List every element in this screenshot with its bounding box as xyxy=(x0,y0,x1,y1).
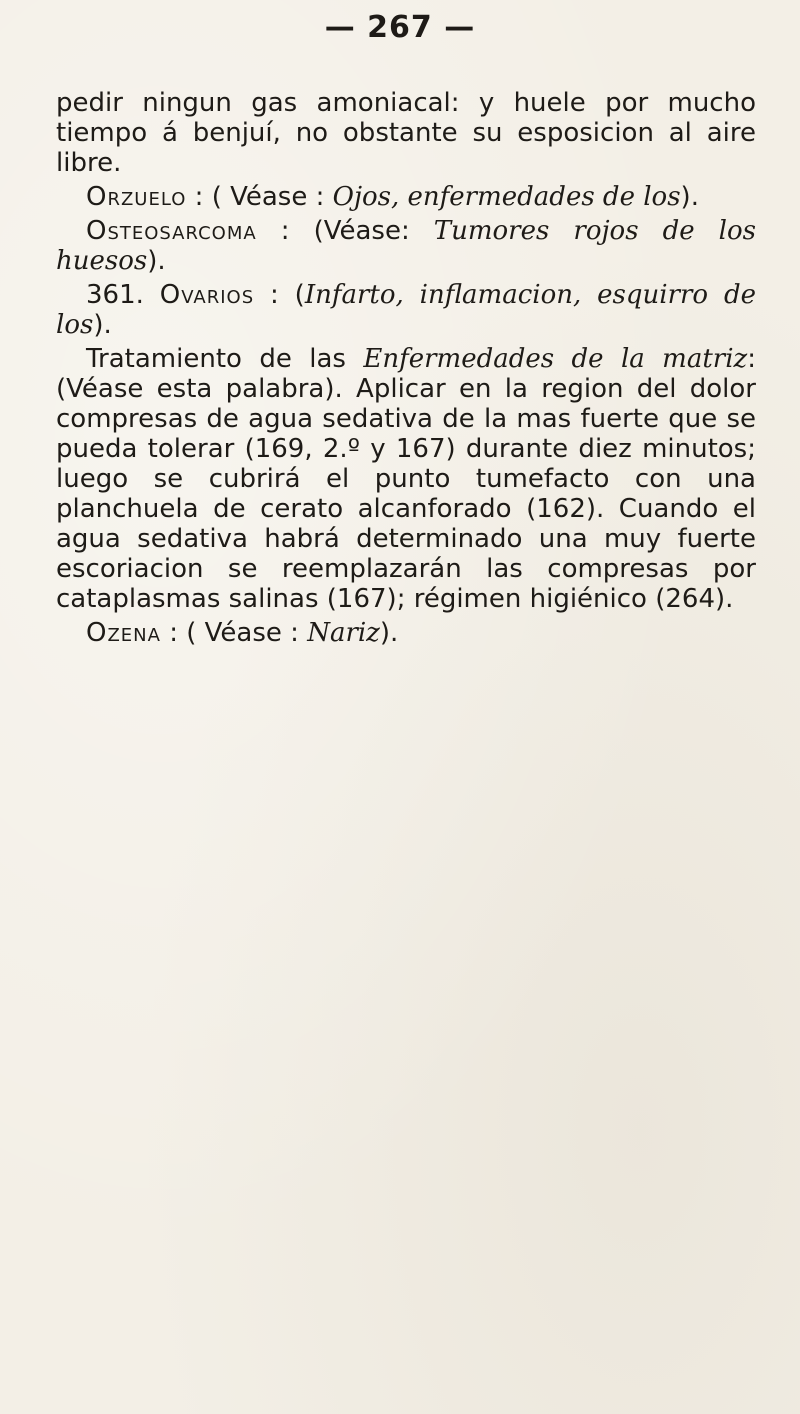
treatment-reference: Enfermedades de la matriz xyxy=(363,344,748,374)
entry-osteosarcoma xyxy=(56,216,756,276)
entry-prefix: : ( Véase : xyxy=(160,618,308,648)
entry-prefix: : (Véase: xyxy=(256,216,434,246)
entry-reference: Nariz xyxy=(307,618,380,648)
entry-suffix: ). xyxy=(147,246,166,276)
entry-term: Orzuelo xyxy=(86,182,187,212)
entry-suffix: ). xyxy=(680,182,699,212)
treatment-prefix: Tratamiento de las xyxy=(86,344,364,374)
entry-orzuelo xyxy=(56,182,756,212)
entry-reference: Ojos, enfermedades de los xyxy=(332,182,681,212)
entry-ozena xyxy=(56,618,756,648)
paragraph-continuation: pedir ningun gas amoniacal: y huele por mucho tiempo á benjuí, no obstante su esposicion al aire libre. xyxy=(56,88,756,178)
entry-suffix: ). xyxy=(379,618,399,648)
entry-prefix: : ( xyxy=(254,280,305,310)
treatment-paragraph xyxy=(56,344,756,614)
page-body xyxy=(56,88,756,648)
treatment-body: : (Véase esta palabra). Aplicar en la region del dolor compresas de agua sedativa de la mas fuerte que se pueda tolerar (169, 2.º y 167) durante diez minutos; luego se cubrirá el punto tumefacto con una planchuela de cerato alcanforado (162). Cuando el agua sedativa habrá determinado una muy fuerte escoriacion se reemplazarán las compresas por cataplasmas salinas (167); régimen higiénico (264). xyxy=(56,344,756,614)
entry-term: Ozena xyxy=(86,618,161,648)
entry-term: Osteosarcoma xyxy=(86,216,257,246)
entry-suffix: ). xyxy=(93,310,112,340)
entry-reference: Tumores rojos de los huesos xyxy=(56,216,756,276)
page-number: — 267 — xyxy=(324,10,476,45)
entry-prefix: : ( Véase : xyxy=(186,182,333,212)
entry-term: Ovarios xyxy=(159,280,255,310)
entry-reference: Infarto, inflamacion, esquirro de los xyxy=(56,280,756,340)
entry-number: 361. xyxy=(86,280,160,310)
entry-ovarios xyxy=(56,280,756,340)
